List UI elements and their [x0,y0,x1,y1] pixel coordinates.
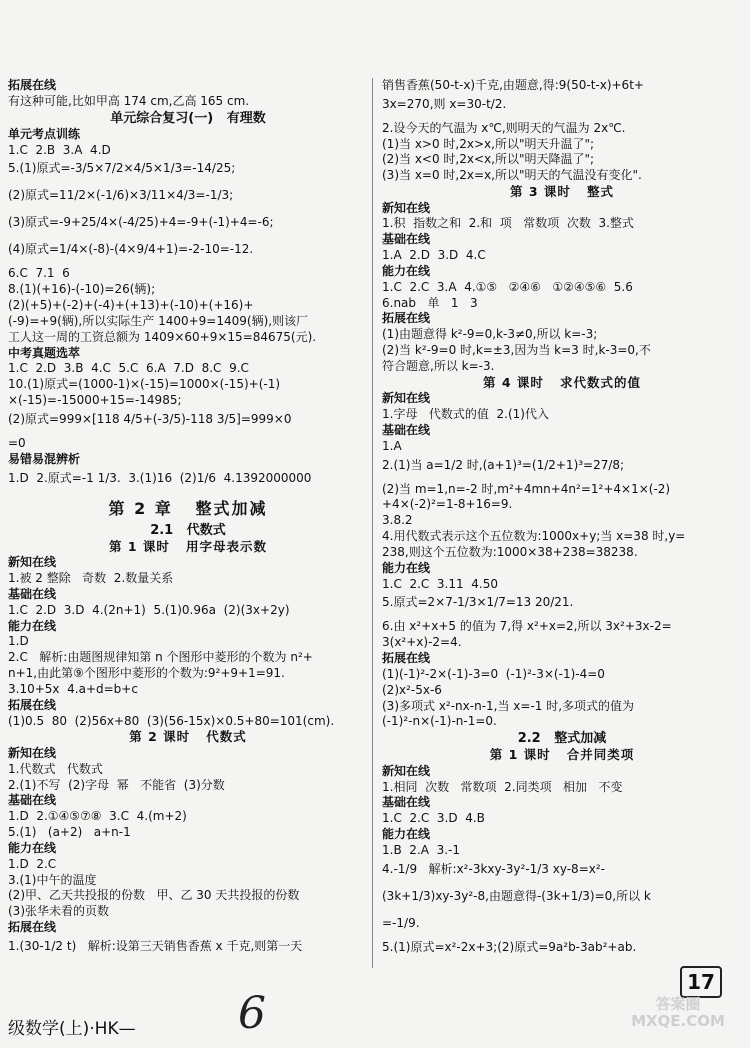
answer-line: 有这种可能,比如甲高 174 cm,乙高 165 cm. [8,93,250,108]
answer-line: 6.nab 单 1 3 [382,295,478,310]
answer-line: 6.由 x²+x+5 的值为 7,得 x²+x=2,所以 3x²+3x-2= [382,619,672,634]
section-heading: 能力在线 [8,618,57,633]
answer-line: 4.-1/9 解析:x²-3kxy-3y²-1/3 xy-8=x²- [382,861,605,876]
section-heading: 拓展在线 [382,651,431,666]
section-heading: 拓展在线 [8,920,57,935]
section-heading: 基础在线 [382,232,431,247]
answer-line: 1.C 2.C 3.A 4.①⑤ ②④⑥ ①②④⑤⑥ 5.6 [382,279,633,294]
lesson-heading: 第 1 课时 合并同类项 [489,747,635,763]
answer-line: 符合题意,所以 k=-3. [382,358,495,373]
answer-line: 6.C 7.1 6 [8,266,70,281]
answer-line: (-9)=+9(辆),所以实际生产 1400+9=1409(辆),则该厂 [8,313,309,328]
section-heading: 基础在线 [382,795,431,810]
answer-line: (2)甲、乙天共投报的份数 甲、乙 30 天共投报的份数 [8,888,300,903]
section-heading: 新知在线 [8,555,57,570]
answer-line: (4)原式=1/4×(-8)-(4×9/4+1)=-2-10=-12. [8,242,254,257]
section-heading: 基础在线 [8,587,57,601]
answer-line: (2)原式=11/2×(-1/6)×3/11×4/3=-1/3; [8,188,234,203]
answer-line: (2)(+5)+(-2)+(-4)+(+13)+(-10)+(+16)+ [8,298,254,313]
section-heading: 能力在线 [382,827,431,842]
section-heading: 新知在线 [8,745,57,760]
section-heading: 基础在线 [8,793,57,808]
section-heading: 能力在线 [382,560,431,575]
handwritten-mark: 6 [238,988,266,1039]
unit-heading: 单元综合复习(一) 有理数 [110,110,266,126]
answer-line: (1)0.5 80 (2)56x+80 (3)(56-15x)×0.5+80=101(cm). [8,713,335,728]
answer-line: 3.(1)中午的温度 [8,872,97,887]
answer-line: (2)当 x<0 时,2x<x,所以"明天降温了"; [382,152,595,167]
answer-line: (3)多项式 x²-nx-n-1,当 x=-1 时,多项式的值为 [382,698,635,713]
answer-line: 3.8.2 [382,513,413,528]
answer-line: 1.B 2.A 3.-1 [382,842,461,857]
unit-heading: 2.1 代数式 [150,522,226,538]
section-heading: 能力在线 [8,840,57,855]
answer-line: 1.C 2.D 3.D 4.(2n+1) 5.(1)0.96a (2)(3x+2y) [8,602,290,617]
page-number: 17 [680,966,722,998]
answer-line: 1.C 2.B 3.A 4.D [8,142,111,157]
answer-line: 2.C 解析:由题图规律知第 n 个图形中菱形的个数为 n²+ [8,650,313,665]
section-heading: 拓展在线 [382,311,431,326]
right-column [382,78,742,956]
lesson-heading: 第 2 课时 代数式 [129,729,247,745]
answer-line: (2)当 m=1,n=-2 时,m²+4mn+4n²=1²+4×1×(-2) [382,481,671,496]
section-heading: 新知在线 [382,200,431,215]
answer-line: 5.(1)原式=-3/5×7/2×4/5×1/3=-14/25; [8,161,236,176]
section-heading: 拓展在线 [8,697,57,712]
answer-line: 4.用代数式表示这个五位数为:1000x+y;当 x=38 时,y= [382,529,686,544]
answer-line: 1.C 2.D 3.B 4.C 5.C 6.A 7.D 8.C 9.C [8,361,249,376]
answer-line: 1.被 2 整除 奇数 2.数量关系 [8,571,174,586]
answer-line: (-1)²-n×(-1)-n-1=0. [382,714,497,729]
answer-line: 5.(1) (a+2) a+n-1 [8,825,131,840]
section-heading: 新知在线 [382,763,431,778]
answer-line: 5.原式=2×7-1/3×1/7=13 20/21. [382,595,574,610]
answer-line: (3)张华未看的页数 [8,904,109,919]
answer-line: 2.设今天的气温为 x℃,则明天的气温为 2x℃. [382,120,626,135]
left-column [8,78,368,963]
answer-line: (1)当 x>0 时,2x>x,所以"明天升温了"; [382,136,595,151]
answer-line: =-1/9. [382,915,420,930]
answer-line: 3.10+5x 4.a+d=b+c [8,681,138,696]
answer-line: (1)(-1)²-2×(-1)-3=0 (-1)²-3×(-1)-4=0 [382,666,605,681]
column-divider [372,78,373,968]
answer-line: 1.相同 次数 常数项 2.同类项 相加 不变 [382,779,623,794]
answer-line: 1.(30-1/2 t) 解析:设第三天销售香蕉 x 千克,则第一天 [8,938,303,953]
answer-line: +4×(-2)²=1-8+16=9. [382,497,513,512]
section-heading: 能力在线 [382,263,431,278]
footer-text: 级数学(上)·HK— [8,1019,136,1039]
answer-line: (2)原式=999×[118 4/5+(-3/5)-118 3/5]=999×0 [8,411,292,426]
section-heading: 中考真题选萃 [8,345,81,360]
lesson-heading: 第 1 课时 用字母表示数 [109,538,267,554]
answer-line: 1.D [8,634,29,649]
answer-line: 1.A 2.D 3.D 4.C [382,248,486,263]
answer-line: =0 [8,435,26,450]
answer-line: 5.(1)原式=x²-2x+3;(2)原式=9a²b-3ab²+ab. [382,939,637,954]
lesson-heading: 第 3 课时 整式 [510,184,614,200]
answer-line: 1.积 指数之和 2.和 项 常数项 次数 3.整式 [382,216,634,231]
answer-line: (2)x²-5x-6 [382,682,442,697]
section-heading: 单元考点训练 [8,126,81,141]
answer-line: 1.D 2.①④⑤⑦⑧ 3.C 4.(m+2) [8,809,187,824]
answer-line: 3(x²+x)-2=4. [382,635,462,650]
answer-line: 1.字母 代数式的值 2.(1)代入 [382,407,549,422]
answer-line: 10.(1)原式=(1000-1)×(-15)=1000×(-15)+(-1) [8,377,281,392]
answer-line: 1.C 2.C 3.11 4.50 [382,576,498,591]
answer-line: 工人这一周的工资总额为 1409×60+9×15=84675(元). [8,329,317,344]
answer-line: 2.(1)不写 (2)字母 幂 不能省 (3)分数 [8,777,225,792]
watermark: 答案圈 MXQE.COM [631,995,725,1030]
answer-line: 1.C 2.C 3.D 4.B [382,811,485,826]
answer-line: 1.代数式 代数式 [8,761,103,776]
answer-line: (1)由题意得 k²-9=0,k-3≠0,所以 k=-3; [382,327,598,342]
section-heading: 新知在线 [382,391,431,406]
section-heading: 基础在线 [382,422,431,437]
answer-line: 2.(1)当 a=1/2 时,(a+1)³=(1/2+1)³=27/8; [382,457,625,472]
answer-line: 3x=270,则 x=30-t/2. [382,96,507,111]
answer-line: (2)当 k²-9=0 时,k=±3,因为当 k=3 时,k-3=0,不 [382,343,651,358]
answer-line: (3k+1/3)xy-3y²-8,由题意得-(3k+1/3)=0,所以 k [382,888,651,903]
answer-line: 销售香蕉(50-t-x)千克,由题意,得:9(50-t-x)+6t+ [382,78,644,92]
unit-heading: 2.2 整式加减 [517,731,607,747]
answer-line: n+1,由此第⑨个图形中菱形的个数为:9²+9+1=91. [8,666,285,681]
section-heading: 拓展在线 [8,78,57,92]
answer-line: 238,则这个五位数为:1000×38+238=38238. [382,544,638,559]
lesson-heading: 第 4 课时 求代数式的值 [483,374,641,390]
answer-line: 8.(1)(+16)-(-10)=26(辆); [8,282,156,297]
answer-line: (3)原式=-9+25/4×(-4/25)+4=-9+(-1)+4=-6; [8,215,274,230]
answer-line: 1.A [382,438,402,453]
section-heading: 易错易混辨析 [8,451,81,466]
answer-line: (3)当 x=0 时,2x=x,所以"明天的气温没有变化". [382,168,642,183]
answer-line: 1.D 2.C [8,856,57,871]
answer-line: 1.D 2.原式=-1 1/3. 3.(1)16 (2)1/6 4.1392000000 [8,470,312,485]
chapter-heading: 第 2 章 整式加减 [108,498,268,518]
answer-line: ×(-15)=-15000+15=-14985; [8,393,182,408]
